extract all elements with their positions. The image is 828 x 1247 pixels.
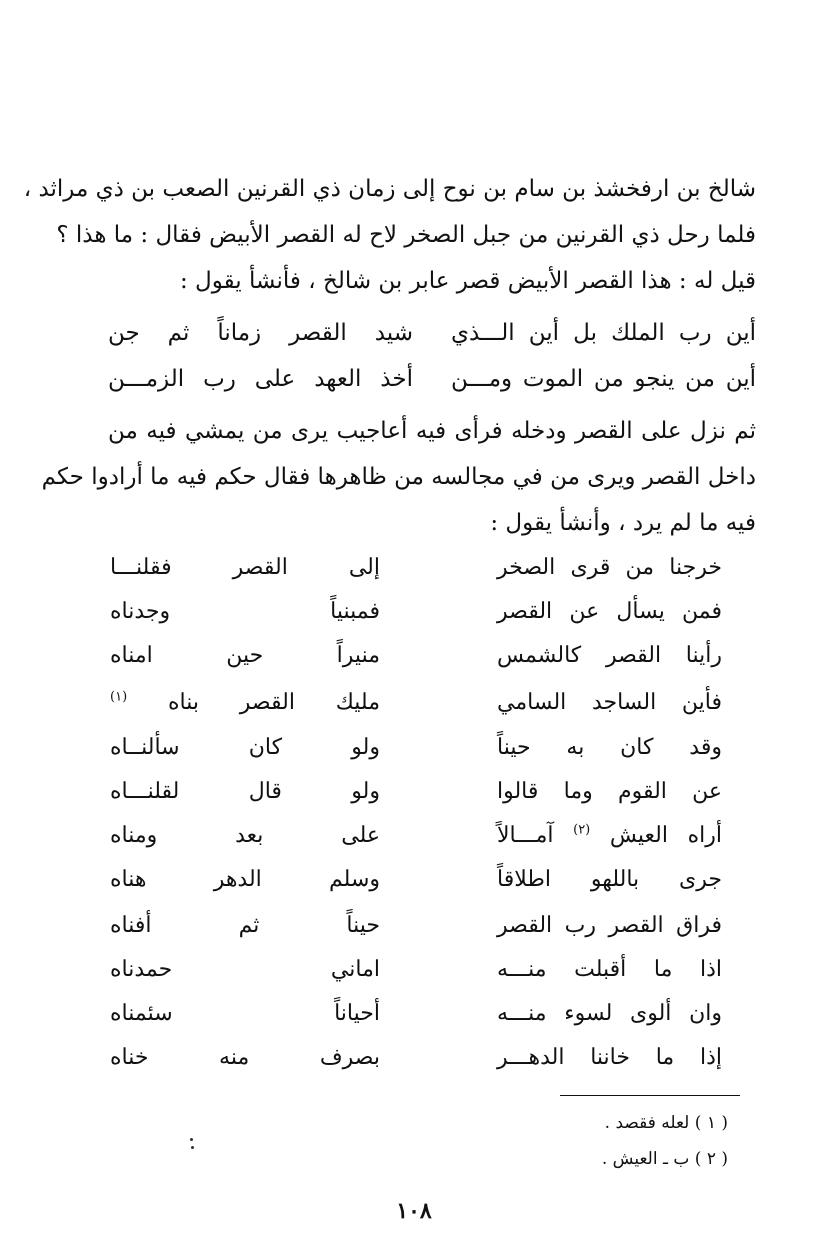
scan-speck <box>191 1146 194 1149</box>
poem-row <box>110 994 722 1034</box>
prose-line: داخل القصر ويرى من في مجالسه من ظاهرها فقال حكم فيه ما أرادوا حكم <box>41 464 756 490</box>
footnote-marker: (٢) <box>573 822 591 838</box>
footnote-marker: (١) <box>110 689 128 705</box>
verse-line <box>108 310 756 356</box>
poem-row <box>110 683 722 723</box>
poem-second-half: أحياناً سئمناه <box>110 1001 380 1026</box>
poem-row <box>110 772 722 812</box>
poem-row <box>110 906 722 946</box>
verse-second-hemistich: أخذ العهد على رب الزمـــن <box>108 366 413 392</box>
verse-first-hemistich: أين رب الملك بل أين الـــذي <box>451 320 756 346</box>
poem-first-half: جرى باللهو اطلاقاً <box>497 867 722 892</box>
poem-first-half: فمن يسأل عن القصر <box>497 599 722 624</box>
prose-line: فلما رحل ذي القرنين من جبل الصخر لاح له القصر الأبيض فقال : ما هذا ؟ <box>56 222 756 248</box>
poem-first-half-text: آمـــالاً <box>497 823 554 848</box>
verse-second-hemistich: شيد القصر زماناً ثم جن <box>108 320 413 346</box>
poem-second-half: اماني حمدناه <box>110 957 380 982</box>
poem-row <box>110 816 722 856</box>
verse-first-hemistich: أين من ينجو من الموت ومـــن <box>451 366 756 392</box>
poem-row <box>110 548 722 588</box>
poem-row <box>110 860 722 900</box>
poem-second-half: حيناً ثم أفناه <box>110 913 380 938</box>
poem-second-half: وسلم الدهر هناه <box>110 867 380 892</box>
poem-first-half: وان ألوى لسوء منـــه <box>497 1001 722 1026</box>
poem-second-half: على بعد ومناه <box>110 823 380 848</box>
verse-line <box>108 356 756 402</box>
page-number: ١٠٨ <box>396 1198 432 1224</box>
poem-second-half: فمبنياً وجدناه <box>110 599 380 624</box>
poem-second-half: ولو كان سألنــاه <box>110 735 380 760</box>
poem-first-half: رأينا القصر كالشمس <box>497 643 722 668</box>
footnote-divider <box>560 1095 740 1096</box>
poem-first-half: خرجنا من قرى الصخر <box>497 555 722 580</box>
prose-line: شالخ بن ارفخشذ بن سام بن نوح إلى زمان ذي القرنين الصعب بن ذي مراثد ، <box>23 176 756 202</box>
prose-line: ثم نزل على القصر ودخله فرأى فيه أعاجيب يرى من يمشي فيه من <box>108 418 756 444</box>
poem-second-half: منيراً حين امناه <box>110 643 380 668</box>
footnote: ( ٢ ) ب ـ العيش . <box>601 1149 728 1169</box>
poem-second-half: بصرف منه خناه <box>110 1045 380 1070</box>
poem-first-half: عن القوم وما قالوا <box>497 779 722 804</box>
poem-second-half: إلى القصر فقلنـــا <box>110 555 380 580</box>
poem-first-half <box>497 816 722 856</box>
poem-first-half-text: أراه العيش <box>609 823 722 848</box>
poem-second-half <box>110 683 380 723</box>
prose-line: فيه ما لم يرد ، وأنشأ يقول : <box>490 510 756 536</box>
poem-row <box>110 636 722 676</box>
poem-first-half: إذا ما خاننا الدهـــر <box>497 1045 722 1070</box>
poem-row <box>110 950 722 990</box>
poem-second-half: ولو قال لقلنـــاه <box>110 779 380 804</box>
poem-first-half: فراق القصر رب القصر <box>497 913 722 938</box>
prose-line: قيل له : هذا القصر الأبيض قصر عابر بن شالخ ، فأنشأ يقول : <box>180 268 756 294</box>
poem-row <box>110 1038 722 1078</box>
poem-row <box>110 592 722 632</box>
poem-row <box>110 728 722 768</box>
poem-first-half: اذا ما أقبلت منـــه <box>497 957 722 982</box>
poem-first-half: وقد كان به حيناً <box>497 735 722 760</box>
poem-second-half-text: مليك القصر بناه <box>167 690 381 715</box>
poem-first-half: فأين الساجد السامي <box>497 690 722 715</box>
scan-speck <box>190 1138 193 1141</box>
footnote: ( ١ ) لعله فقصد . <box>604 1113 728 1133</box>
